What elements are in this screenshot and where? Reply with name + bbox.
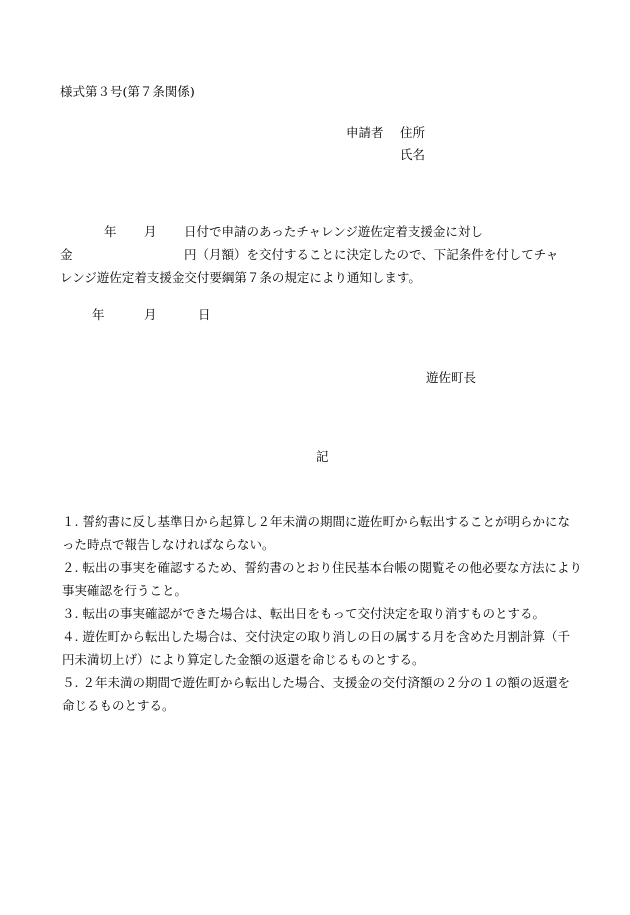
notice-year: 年 xyxy=(104,224,117,239)
amount-prefix: 金 xyxy=(60,247,73,262)
condition-text: 遊佐町から転出した場合は、交付決定の取り消しの日の属する月を含めた月割計算（千円未満切上げ）により算定した金額の返還を命じるものとする。 xyxy=(62,629,570,667)
applicant-address-label: 住所 xyxy=(400,125,426,140)
issue-date-year: 年 xyxy=(92,307,105,322)
issue-date-month: 月 xyxy=(144,307,157,322)
applicant-label: 申請者 xyxy=(346,125,384,140)
condition-number: ５. xyxy=(62,675,79,690)
ki-heading: 記 xyxy=(316,449,329,464)
condition-text: 転出の事実確認ができた場合は、転出日をもって交付決定を取り消すものとする。 xyxy=(82,606,545,621)
condition-number: １. xyxy=(62,514,79,529)
condition-text: ２年未満の期間で遊佐町から転出した場合、支援金の交付済額の２分の１の額の返還を命じるものとする。 xyxy=(62,675,570,713)
condition-text: 転出の事実を確認するため、誓約書のとおり住民基本台帳の閲覧その他必要な方法により事実確認を行うこと。 xyxy=(62,560,582,598)
condition-number: ２. xyxy=(62,560,79,575)
condition-number: ４. xyxy=(62,629,79,644)
amount-suffix: 円（月額）を交付することに決定したので、下記条件を付してチャ xyxy=(184,247,559,262)
condition-1 xyxy=(62,510,582,556)
condition-2 xyxy=(62,556,582,602)
condition-number: ３. xyxy=(62,606,79,621)
condition-3 xyxy=(62,602,582,625)
notice-line-3: レンジ遊佐定着支援金交付要綱第７条の規定により通知します。 xyxy=(60,270,421,285)
issue-date-day: 日 xyxy=(198,307,211,322)
condition-4 xyxy=(62,625,582,671)
issuer: 遊佐町長 xyxy=(426,370,477,385)
notice-month: 月 xyxy=(144,224,157,239)
condition-text: 誓約書に反し基準日から起算し２年未満の期間に遊佐町から転出することが明らかになった時点で報告しなければならない。 xyxy=(62,514,570,552)
condition-5 xyxy=(62,671,582,717)
notice-day-text: 日付で申請のあったチャレンジ遊佐定着支援金に対し xyxy=(184,224,483,239)
form-title: 様式第３号(第７条関係) xyxy=(60,84,195,99)
applicant-name-label: 氏名 xyxy=(400,147,426,162)
